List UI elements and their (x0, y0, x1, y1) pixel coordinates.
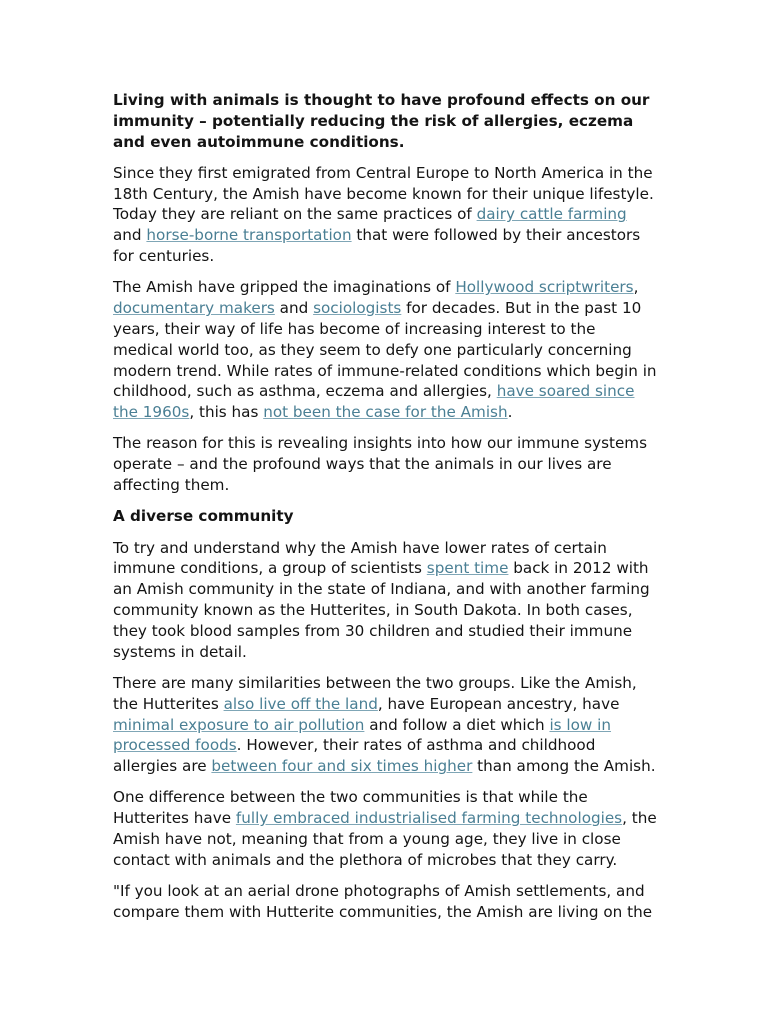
text-run: There are many similarities between the two groups. Like the Amish, the Hutterites (113, 673, 637, 713)
link-not-the-case-for-amish[interactable]: not been the case for the Amish (263, 403, 508, 422)
link-four-six-times-higher[interactable]: between four and six times higher (211, 757, 473, 776)
paragraph-emigration (113, 163, 658, 267)
paragraph-study (113, 538, 658, 663)
text-run: than among the Amish. (472, 757, 656, 776)
text-run: , this has (189, 403, 264, 422)
text-run: , (633, 278, 639, 297)
section-heading: A diverse community (113, 507, 294, 526)
text-run: . (507, 403, 513, 422)
link-spent-time[interactable]: spent time (426, 559, 509, 578)
paragraph-reason: The reason for this is revealing insights into how our immune systems operate – and the profound ways that the animals in our lives are affecting them. (113, 434, 647, 495)
text-run: , have European ancestry, have (377, 694, 620, 713)
paragraph-imaginations (113, 277, 658, 423)
text-run: . However, their rates of asthma and childhood allergies are (113, 736, 596, 776)
article-lead: Living with animals is thought to have profound effects on our immunity – potentially reducing the risk of allergies, eczema and even autoimmune conditions. (113, 91, 650, 151)
link-minimal-exposure[interactable]: minimal exposure to air pollution (113, 715, 365, 734)
paragraph-difference (113, 787, 658, 870)
paragraph-similarities (113, 673, 658, 777)
article-body (113, 90, 658, 933)
text-run: , the Amish have not, meaning that from a young age, they live in close contact with animals and the plethora of microbes that they carry. (113, 809, 657, 869)
link-live-off-the-land[interactable]: also live off the land (223, 694, 378, 713)
text-run: One difference between the two communities is that while the Hutterites have (113, 788, 588, 828)
text-run: back in 2012 with an Amish community in the state of Indiana, and with another farming community known as the Hutterites, in South Dakota. In both cases, they took blood samples from 30 children and studied their immune systems in detail. (113, 559, 650, 661)
link-sociologists[interactable]: sociologists (313, 299, 402, 318)
link-hollywood-scriptwriters[interactable]: Hollywood scriptwriters (455, 278, 634, 297)
link-documentary-makers[interactable]: documentary makers (113, 299, 275, 318)
link-low-in-processed-foods[interactable]: is low in processed foods (113, 715, 612, 755)
text-run: and (274, 299, 314, 318)
text-run: that were followed by their ancestors for centuries. (113, 226, 641, 266)
text-run: and (113, 226, 147, 245)
link-industrialised-farming[interactable]: fully embraced industrialised farming technologies (235, 809, 623, 828)
text-run: To try and understand why the Amish have lower rates of certain immune conditions, a group of scientists (113, 538, 607, 578)
text-run: The Amish have gripped the imaginations of (113, 278, 456, 297)
text-run: and follow a diet which (364, 715, 550, 734)
paragraph-quote: "If you look at an aerial drone photographs of Amish settlements, and compare them with Hutterite communities, the Amish are living on the (113, 882, 653, 921)
link-have-soared[interactable]: have soared since the 1960s (113, 382, 635, 422)
link-dairy-cattle-farming[interactable]: dairy cattle farming (476, 205, 627, 224)
text-run: for decades. But in the past 10 years, their way of life has become of increasing interest to the medical world too, as they seem to defy one particularly concerning modern trend. While rates of immune-related conditions which begin in childhood, such as asthma, eczema and allergies, (113, 299, 657, 401)
link-horse-borne-transportation[interactable]: horse-borne transportation (146, 226, 352, 245)
text-run: Since they first emigrated from Central Europe to North America in the 18th Century, the Amish have become known for their unique lifestyle. Today they are reliant on the same practices of (113, 163, 654, 224)
